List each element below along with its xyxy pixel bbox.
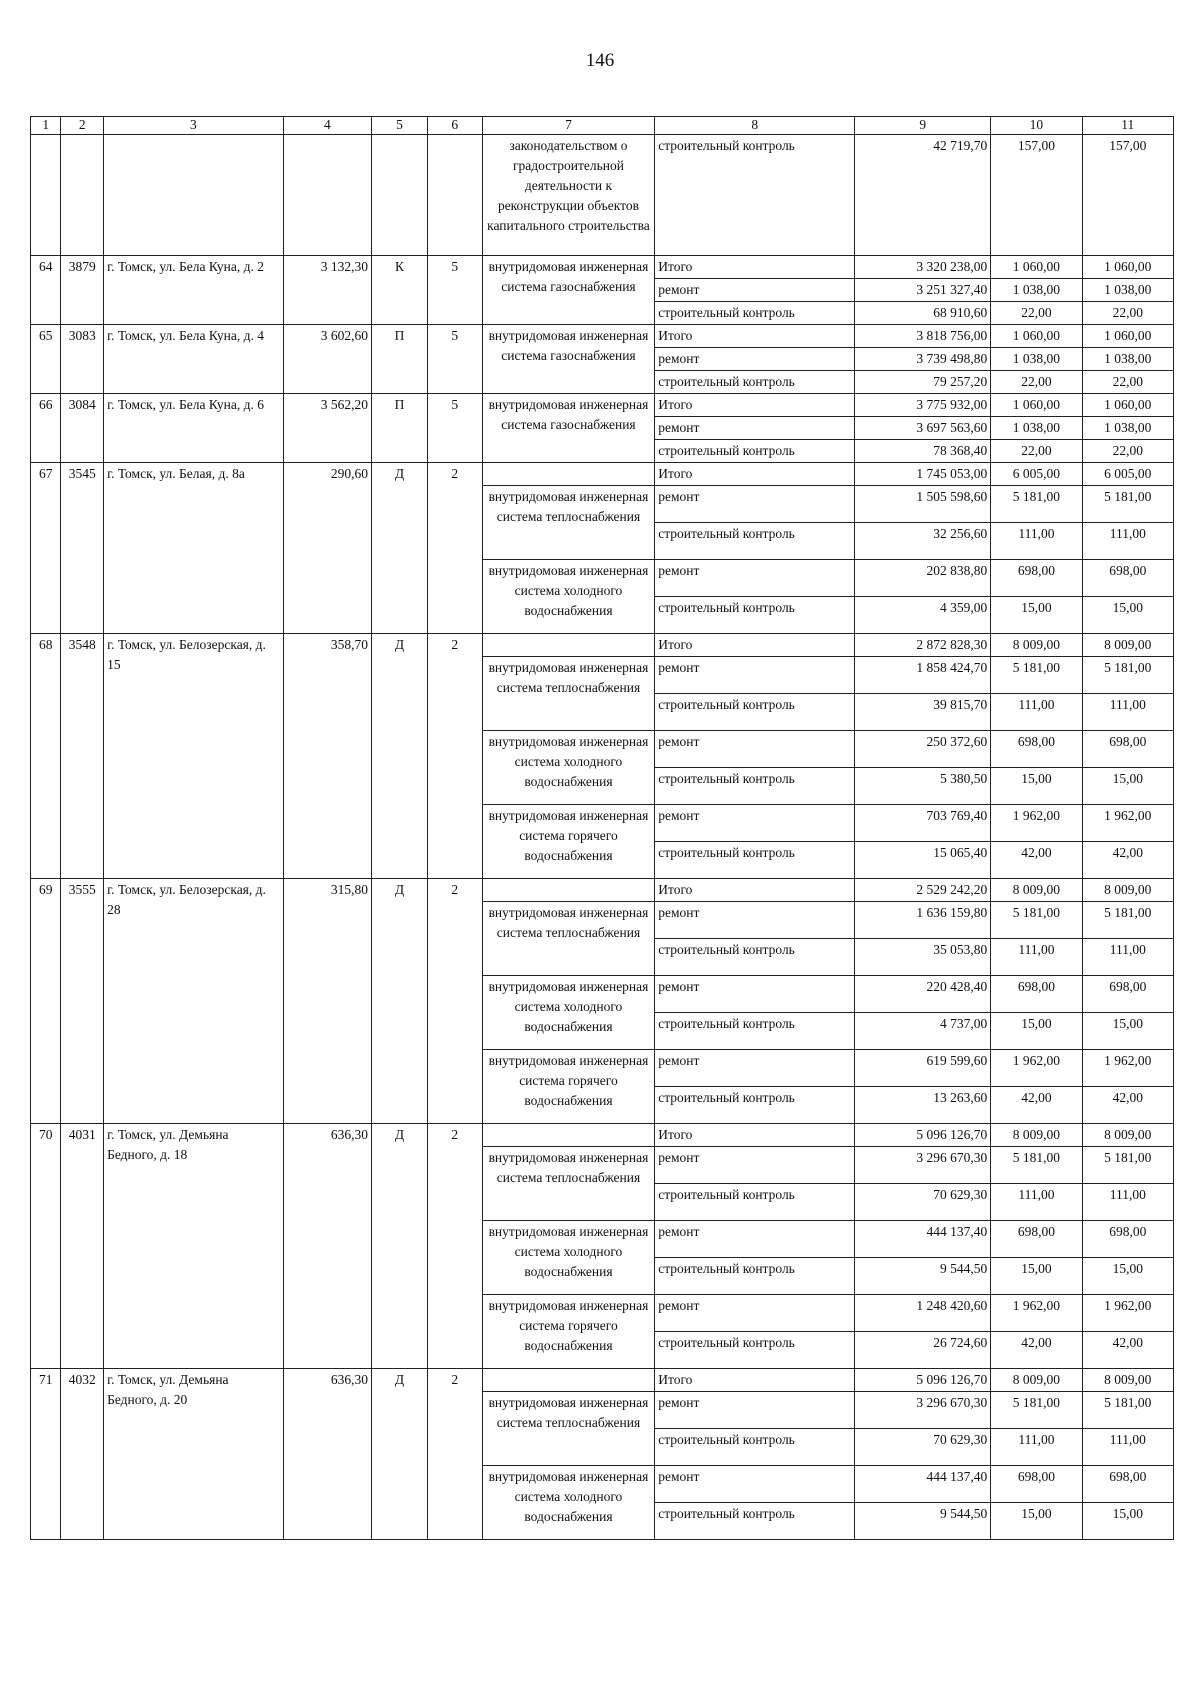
column-10-cell: 15,00 (991, 768, 1082, 805)
column-10-cell: 157,00 (991, 135, 1082, 256)
column-11-cell: 1 060,00 (1082, 256, 1173, 279)
address-cell: г. Томск, ул. Бела Куна, д. 4 (104, 325, 284, 394)
column-10-cell: 111,00 (991, 1184, 1082, 1221)
column-11-cell: 5 181,00 (1082, 1392, 1173, 1429)
column-header: 5 (372, 117, 428, 135)
cost-cell: 3 320 238,00 (855, 256, 991, 279)
floors-cell: 2 (427, 634, 482, 879)
cost-cell: 1 248 420,60 (855, 1295, 991, 1332)
column-number-row (31, 117, 1174, 135)
work-type-cell: Итого (655, 879, 855, 902)
column-10-cell: 111,00 (991, 1429, 1082, 1466)
column-11-cell: 1 038,00 (1082, 348, 1173, 371)
cost-cell: 1 858 424,70 (855, 657, 991, 694)
system-name-cell: внутридомовая инженерная система теплоснабжения (482, 1147, 655, 1221)
system-name-cell: внутридомовая инженерная система теплоснабжения (482, 486, 655, 560)
work-type-cell: Итого (655, 1124, 855, 1147)
work-type-cell: ремонт (655, 1392, 855, 1429)
system-name-cell: внутридомовая инженерная система газоснабжения (482, 325, 655, 394)
material-type-cell: Д (372, 1369, 428, 1540)
material-type-cell: К (372, 256, 428, 325)
column-10-cell: 6 005,00 (991, 463, 1082, 486)
work-type-cell: Итого (655, 394, 855, 417)
record-number-cell: 65 (31, 325, 61, 394)
column-header: 8 (655, 117, 855, 135)
system-name-cell: внутридомовая инженерная система теплоснабжения (482, 1392, 655, 1466)
house-id-cell: 3545 (61, 463, 104, 634)
column-11-cell: 8 009,00 (1082, 634, 1173, 657)
column-10-cell: 111,00 (991, 939, 1082, 976)
column-11-cell: 698,00 (1082, 731, 1173, 768)
column-header: 10 (991, 117, 1082, 135)
column-11-cell: 42,00 (1082, 1332, 1173, 1369)
record-number-cell: 70 (31, 1124, 61, 1369)
column-11-cell: 5 181,00 (1082, 657, 1173, 694)
column-10-cell: 698,00 (991, 1466, 1082, 1503)
system-name-cell: законодательством о градостроительной деятельности к реконструкции объектов капитального строительства (482, 135, 655, 256)
area-cell: 358,70 (283, 634, 371, 879)
column-10-cell: 1 060,00 (991, 256, 1082, 279)
column-header: 1 (31, 117, 61, 135)
table-row (31, 1124, 1174, 1147)
work-type-cell: строительный контроль (655, 135, 855, 256)
cost-cell: 68 910,60 (855, 302, 991, 325)
cost-cell: 3 697 563,60 (855, 417, 991, 440)
column-10-cell: 8 009,00 (991, 879, 1082, 902)
record-number-cell: 64 (31, 256, 61, 325)
column-10-cell: 22,00 (991, 440, 1082, 463)
system-name-cell: внутридомовая инженерная система газоснабжения (482, 394, 655, 463)
table-row (31, 634, 1174, 657)
work-type-cell: Итого (655, 463, 855, 486)
column-11-cell: 22,00 (1082, 302, 1173, 325)
column-header: 2 (61, 117, 104, 135)
cost-cell: 3 818 756,00 (855, 325, 991, 348)
system-name-cell: внутридомовая инженерная система холодного водоснабжения (482, 1221, 655, 1295)
cost-cell: 39 815,70 (855, 694, 991, 731)
work-type-cell: ремонт (655, 1050, 855, 1087)
area-cell: 290,60 (283, 463, 371, 634)
cost-cell: 202 838,80 (855, 560, 991, 597)
column-11-cell: 111,00 (1082, 1184, 1173, 1221)
work-type-cell: строительный контроль (655, 302, 855, 325)
cost-cell: 3 775 932,00 (855, 394, 991, 417)
table-row (31, 256, 1174, 279)
cost-cell: 250 372,60 (855, 731, 991, 768)
work-type-cell: ремонт (655, 417, 855, 440)
record-number-cell: 68 (31, 634, 61, 879)
system-name-cell: внутридомовая инженерная система газоснабжения (482, 256, 655, 325)
work-type-cell: ремонт (655, 902, 855, 939)
cost-cell: 5 096 126,70 (855, 1369, 991, 1392)
system-name-cell: внутридомовая инженерная система теплоснабжения (482, 902, 655, 976)
record-number-cell: 69 (31, 879, 61, 1124)
column-11-cell: 15,00 (1082, 768, 1173, 805)
cost-cell: 42 719,70 (855, 135, 991, 256)
cost-cell: 70 629,30 (855, 1184, 991, 1221)
cost-cell: 32 256,60 (855, 523, 991, 560)
work-type-cell: ремонт (655, 1466, 855, 1503)
table-row (31, 394, 1174, 417)
system-name-cell: внутридомовая инженерная система холодного водоснабжения (482, 976, 655, 1050)
column-10-cell: 15,00 (991, 1013, 1082, 1050)
column-header: 7 (482, 117, 655, 135)
column-11-cell: 111,00 (1082, 939, 1173, 976)
cost-cell: 9 544,50 (855, 1503, 991, 1540)
column-10-cell: 5 181,00 (991, 486, 1082, 523)
material-type-cell: Д (372, 1124, 428, 1369)
cost-cell: 35 053,80 (855, 939, 991, 976)
work-type-cell: строительный контроль (655, 842, 855, 879)
column-11-cell: 8 009,00 (1082, 879, 1173, 902)
system-name-cell: внутридомовая инженерная система теплоснабжения (482, 657, 655, 731)
column-10-cell: 698,00 (991, 976, 1082, 1013)
work-type-cell: строительный контроль (655, 371, 855, 394)
record-number-cell: 66 (31, 394, 61, 463)
area-cell: 3 132,30 (283, 256, 371, 325)
address-cell: г. Томск, ул. Белозерская, д. 15 (104, 634, 284, 879)
column-10-cell: 698,00 (991, 560, 1082, 597)
cost-cell: 1 636 159,80 (855, 902, 991, 939)
column-11-cell: 1 038,00 (1082, 417, 1173, 440)
column-header: 9 (855, 117, 991, 135)
floors-cell: 2 (427, 463, 482, 634)
column-10-cell: 111,00 (991, 523, 1082, 560)
cost-cell: 78 368,40 (855, 440, 991, 463)
material-type-cell: П (372, 394, 428, 463)
floors-cell: 5 (427, 256, 482, 325)
column-10-cell: 15,00 (991, 1503, 1082, 1540)
house-id-cell: 3084 (61, 394, 104, 463)
column-10-cell: 698,00 (991, 1221, 1082, 1258)
cost-cell: 2 529 242,20 (855, 879, 991, 902)
column-11-cell: 15,00 (1082, 1013, 1173, 1050)
system-name-cell: внутридомовая инженерная система холодного водоснабжения (482, 560, 655, 634)
column-10-cell: 42,00 (991, 1332, 1082, 1369)
work-type-cell: строительный контроль (655, 597, 855, 634)
work-type-cell: ремонт (655, 560, 855, 597)
cost-cell: 70 629,30 (855, 1429, 991, 1466)
table-row (31, 463, 1174, 486)
column-11-cell: 1 060,00 (1082, 325, 1173, 348)
address-cell: г. Томск, ул. Белозерская, д. 28 (104, 879, 284, 1124)
material-type-cell: Д (372, 634, 428, 879)
column-10-cell: 8 009,00 (991, 1124, 1082, 1147)
work-type-cell: строительный контроль (655, 939, 855, 976)
system-name-cell (482, 879, 655, 902)
column-10-cell: 111,00 (991, 694, 1082, 731)
work-type-cell: Итого (655, 634, 855, 657)
address-cell: г. Томск, ул. Белая, д. 8а (104, 463, 284, 634)
work-type-cell: ремонт (655, 486, 855, 523)
cost-cell: 26 724,60 (855, 1332, 991, 1369)
work-type-cell: строительный контроль (655, 1184, 855, 1221)
area-cell: 636,30 (283, 1369, 371, 1540)
page-number: 146 (585, 50, 615, 71)
work-type-cell: ремонт (655, 805, 855, 842)
cost-cell: 619 599,60 (855, 1050, 991, 1087)
column-10-cell: 1 038,00 (991, 279, 1082, 302)
column-10-cell: 1 060,00 (991, 394, 1082, 417)
work-type-cell: ремонт (655, 1147, 855, 1184)
cost-cell: 15 065,40 (855, 842, 991, 879)
work-type-cell: ремонт (655, 279, 855, 302)
floors-cell: 5 (427, 325, 482, 394)
column-11-cell: 698,00 (1082, 1221, 1173, 1258)
system-name-cell (482, 463, 655, 486)
column-11-cell: 15,00 (1082, 597, 1173, 634)
cost-cell: 5 096 126,70 (855, 1124, 991, 1147)
address-cell: г. Томск, ул. Бела Куна, д. 6 (104, 394, 284, 463)
column-10-cell: 22,00 (991, 371, 1082, 394)
column-10-cell: 8 009,00 (991, 634, 1082, 657)
continuation-row (31, 135, 1174, 256)
cost-cell: 444 137,40 (855, 1466, 991, 1503)
column-10-cell: 5 181,00 (991, 657, 1082, 694)
cost-cell: 1 505 598,60 (855, 486, 991, 523)
material-type-cell: Д (372, 463, 428, 634)
column-11-cell: 15,00 (1082, 1503, 1173, 1540)
cost-cell: 3 739 498,80 (855, 348, 991, 371)
column-11-cell: 157,00 (1082, 135, 1173, 256)
column-10-cell: 15,00 (991, 597, 1082, 634)
cost-cell: 9 544,50 (855, 1258, 991, 1295)
house-id-cell: 4031 (61, 1124, 104, 1369)
area-cell: 3 602,60 (283, 325, 371, 394)
work-type-cell: Итого (655, 1369, 855, 1392)
work-type-cell: Итого (655, 325, 855, 348)
work-type-cell: ремонт (655, 657, 855, 694)
column-11-cell: 111,00 (1082, 523, 1173, 560)
work-type-cell: ремонт (655, 1295, 855, 1332)
cost-cell: 703 769,40 (855, 805, 991, 842)
system-name-cell: внутридомовая инженерная система горячего водоснабжения (482, 805, 655, 879)
column-10-cell: 42,00 (991, 842, 1082, 879)
cost-cell: 1 745 053,00 (855, 463, 991, 486)
floors-cell: 5 (427, 394, 482, 463)
floors-cell: 2 (427, 879, 482, 1124)
capital-repair-table (30, 116, 1174, 1540)
cost-cell: 4 737,00 (855, 1013, 991, 1050)
column-11-cell: 1 962,00 (1082, 805, 1173, 842)
cost-cell: 3 296 670,30 (855, 1147, 991, 1184)
column-10-cell: 1 038,00 (991, 348, 1082, 371)
address-cell: г. Томск, ул. Демьяна Бедного, д. 20 (104, 1369, 284, 1540)
cost-cell: 3 251 327,40 (855, 279, 991, 302)
house-id-cell: 3555 (61, 879, 104, 1124)
work-type-cell: строительный контроль (655, 440, 855, 463)
floors-cell: 2 (427, 1124, 482, 1369)
table-row (31, 325, 1174, 348)
column-11-cell: 698,00 (1082, 560, 1173, 597)
house-id-cell: 3879 (61, 256, 104, 325)
record-number-cell: 71 (31, 1369, 61, 1540)
system-name-cell (482, 634, 655, 657)
work-type-cell: ремонт (655, 348, 855, 371)
column-11-cell: 5 181,00 (1082, 486, 1173, 523)
work-type-cell: строительный контроль (655, 1013, 855, 1050)
area-cell: 636,30 (283, 1124, 371, 1369)
column-10-cell: 22,00 (991, 302, 1082, 325)
work-type-cell: строительный контроль (655, 1258, 855, 1295)
house-id-cell: 4032 (61, 1369, 104, 1540)
column-10-cell: 1 038,00 (991, 417, 1082, 440)
work-type-cell: ремонт (655, 731, 855, 768)
column-11-cell: 42,00 (1082, 842, 1173, 879)
area-cell: 315,80 (283, 879, 371, 1124)
system-name-cell: внутридомовая инженерная система холодного водоснабжения (482, 1466, 655, 1540)
column-11-cell: 1 962,00 (1082, 1295, 1173, 1332)
column-header: 6 (427, 117, 482, 135)
column-11-cell: 22,00 (1082, 371, 1173, 394)
column-11-cell: 8 009,00 (1082, 1124, 1173, 1147)
column-10-cell: 42,00 (991, 1087, 1082, 1124)
cost-cell: 220 428,40 (855, 976, 991, 1013)
work-type-cell: строительный контроль (655, 768, 855, 805)
column-10-cell: 1 060,00 (991, 325, 1082, 348)
system-name-cell: внутридомовая инженерная система холодного водоснабжения (482, 731, 655, 805)
column-10-cell: 1 962,00 (991, 805, 1082, 842)
column-11-cell: 1 962,00 (1082, 1050, 1173, 1087)
record-number-cell: 67 (31, 463, 61, 634)
material-type-cell: Д (372, 879, 428, 1124)
work-type-cell: строительный контроль (655, 1332, 855, 1369)
area-cell: 3 562,20 (283, 394, 371, 463)
table-row (31, 879, 1174, 902)
system-name-cell (482, 1369, 655, 1392)
system-name-cell (482, 1124, 655, 1147)
column-11-cell: 111,00 (1082, 694, 1173, 731)
cost-cell: 3 296 670,30 (855, 1392, 991, 1429)
work-type-cell: ремонт (655, 976, 855, 1013)
work-type-cell: ремонт (655, 1221, 855, 1258)
column-11-cell: 1 060,00 (1082, 394, 1173, 417)
cost-cell: 2 872 828,30 (855, 634, 991, 657)
cost-cell: 79 257,20 (855, 371, 991, 394)
column-10-cell: 8 009,00 (991, 1369, 1082, 1392)
column-10-cell: 5 181,00 (991, 1392, 1082, 1429)
work-type-cell: строительный контроль (655, 1503, 855, 1540)
work-type-cell: строительный контроль (655, 523, 855, 560)
work-type-cell: строительный контроль (655, 1429, 855, 1466)
floors-cell: 2 (427, 1369, 482, 1540)
column-10-cell: 5 181,00 (991, 1147, 1082, 1184)
column-11-cell: 8 009,00 (1082, 1369, 1173, 1392)
column-10-cell: 5 181,00 (991, 902, 1082, 939)
column-10-cell: 1 962,00 (991, 1295, 1082, 1332)
table-row (31, 1369, 1174, 1392)
work-type-cell: Итого (655, 256, 855, 279)
column-10-cell: 698,00 (991, 731, 1082, 768)
column-header: 4 (283, 117, 371, 135)
cost-cell: 4 359,00 (855, 597, 991, 634)
column-11-cell: 698,00 (1082, 1466, 1173, 1503)
column-11-cell: 6 005,00 (1082, 463, 1173, 486)
column-header: 3 (104, 117, 284, 135)
column-11-cell: 5 181,00 (1082, 902, 1173, 939)
material-type-cell: П (372, 325, 428, 394)
address-cell: г. Томск, ул. Демьяна Бедного, д. 18 (104, 1124, 284, 1369)
house-id-cell: 3083 (61, 325, 104, 394)
system-name-cell: внутридомовая инженерная система горячего водоснабжения (482, 1050, 655, 1124)
column-11-cell: 698,00 (1082, 976, 1173, 1013)
column-11-cell: 22,00 (1082, 440, 1173, 463)
column-11-cell: 42,00 (1082, 1087, 1173, 1124)
column-10-cell: 1 962,00 (991, 1050, 1082, 1087)
house-id-cell: 3548 (61, 634, 104, 879)
column-11-cell: 5 181,00 (1082, 1147, 1173, 1184)
column-header: 11 (1082, 117, 1173, 135)
work-type-cell: строительный контроль (655, 1087, 855, 1124)
cost-cell: 444 137,40 (855, 1221, 991, 1258)
work-type-cell: строительный контроль (655, 694, 855, 731)
column-11-cell: 111,00 (1082, 1429, 1173, 1466)
address-cell: г. Томск, ул. Бела Куна, д. 2 (104, 256, 284, 325)
column-11-cell: 15,00 (1082, 1258, 1173, 1295)
cost-cell: 13 263,60 (855, 1087, 991, 1124)
cost-cell: 5 380,50 (855, 768, 991, 805)
system-name-cell: внутридомовая инженерная система горячего водоснабжения (482, 1295, 655, 1369)
column-11-cell: 1 038,00 (1082, 279, 1173, 302)
column-10-cell: 15,00 (991, 1258, 1082, 1295)
